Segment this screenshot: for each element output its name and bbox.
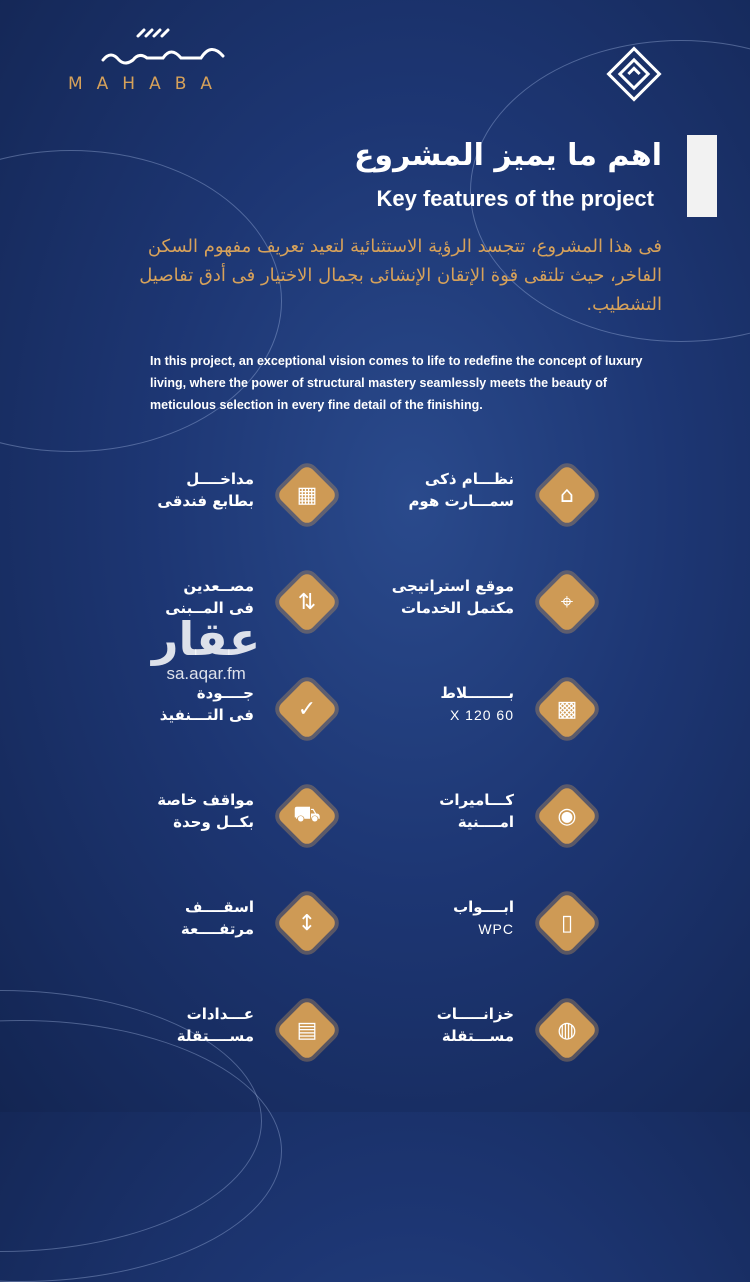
- feature-line1: خزانـــــات: [436, 1005, 514, 1023]
- feature-item: [272, 567, 602, 637]
- feature-line2: WPC: [478, 921, 514, 937]
- feature-item: [272, 888, 602, 958]
- feature-line1: موقع استراتيجى: [391, 577, 514, 595]
- meter-icon: ▤: [272, 995, 342, 1065]
- building-icon: ▦: [272, 460, 342, 530]
- feature-line2: سمـــارت هوم: [408, 492, 514, 510]
- aqar-watermark: [152, 614, 260, 684]
- feature-item: [272, 460, 602, 530]
- feature-text: [94, 789, 254, 833]
- map-location-icon: ⌖: [532, 567, 602, 637]
- feature-line1: كـــاميرات: [439, 791, 514, 809]
- feature-line2: بطابع فندقى: [157, 492, 254, 510]
- feature-line1: جــــودة: [196, 684, 254, 702]
- watermark-name: عقار: [152, 612, 261, 666]
- feature-line2: فى المــبنى: [165, 599, 254, 617]
- feature-text: [94, 896, 254, 940]
- feature-text: [94, 682, 254, 726]
- high-ceiling-icon: ↕: [272, 888, 342, 958]
- feature-line1: عـــدادات: [186, 1005, 254, 1023]
- feature-text: [354, 1003, 514, 1047]
- elevator-icon: ⇅: [272, 567, 342, 637]
- feature-text: [354, 575, 514, 619]
- security-camera-icon: ◉: [532, 781, 602, 851]
- feature-line2: مرتفــــعة: [180, 920, 254, 938]
- feature-line2: مســــتقلة: [176, 1027, 254, 1045]
- feature-line2: مكتمل الخدمات: [400, 599, 514, 617]
- accent-bar: [687, 135, 717, 217]
- feature-line1: ابــــواب: [453, 898, 514, 916]
- svg-text:مهابة: مهابة: [152, 60, 174, 70]
- water-tank-icon: ◍: [532, 995, 602, 1065]
- feature-text: [354, 682, 514, 726]
- feature-line2: 60 X 120: [449, 707, 514, 723]
- feature-text: [354, 896, 514, 940]
- feature-item: [272, 995, 602, 1065]
- feature-line1: مداخــــل: [186, 470, 254, 488]
- developer-logo: [606, 46, 662, 102]
- intro-english: In this project, an exceptional vision comes to life to redefine the concept of luxury living, where the power of structural mastery seamlessly meets the beauty of meticulous selection in every fine detail of the finishing.: [150, 354, 643, 412]
- feature-line1: نظـــام ذكى: [424, 470, 514, 488]
- feature-item: [272, 674, 602, 744]
- mahaba-logo: [98, 22, 228, 70]
- watermark-url: sa.aqar.fm: [166, 664, 246, 683]
- feature-line1: بــــــــلاط: [440, 684, 514, 702]
- feature-line1: مصــعدين: [183, 577, 254, 595]
- page-title-arabic: اهم ما يميز المشروع: [353, 138, 662, 173]
- feature-text: [354, 789, 514, 833]
- intro-arabic: فى هذا المشروع، تتجسد الرؤية الاستثنائية لتعيد تعريف مفهوم السكن الفاخر، حيث تلتقى قوة الإتقان الإنشائى بجمال الاختيار فى أدق تفاصيل التشطيب.: [139, 236, 662, 315]
- smart-home-icon: ⌂: [532, 460, 602, 530]
- tiles-icon: ▩: [532, 674, 602, 744]
- feature-line1: اسقــــف: [184, 898, 254, 916]
- feature-text: [354, 468, 514, 512]
- feature-line2: بكــل وحدة: [173, 813, 254, 831]
- feature-item: [272, 781, 602, 851]
- parking-cars-icon: ⛟: [272, 781, 342, 851]
- feature-line2: مســـتقلة: [441, 1027, 514, 1045]
- logo-english-text: MAHABA: [68, 74, 227, 94]
- feature-line1: مواقف خاصة: [157, 791, 254, 809]
- door-icon: ▯: [532, 888, 602, 958]
- feature-text: [94, 468, 254, 512]
- quality-badge-icon: ✓: [272, 674, 342, 744]
- feature-text: [94, 1003, 254, 1047]
- feature-line2: امــــنية: [457, 813, 514, 831]
- feature-line2: فى التـــنفيذ: [159, 706, 254, 724]
- page-title-english: Key features of the project: [376, 186, 654, 211]
